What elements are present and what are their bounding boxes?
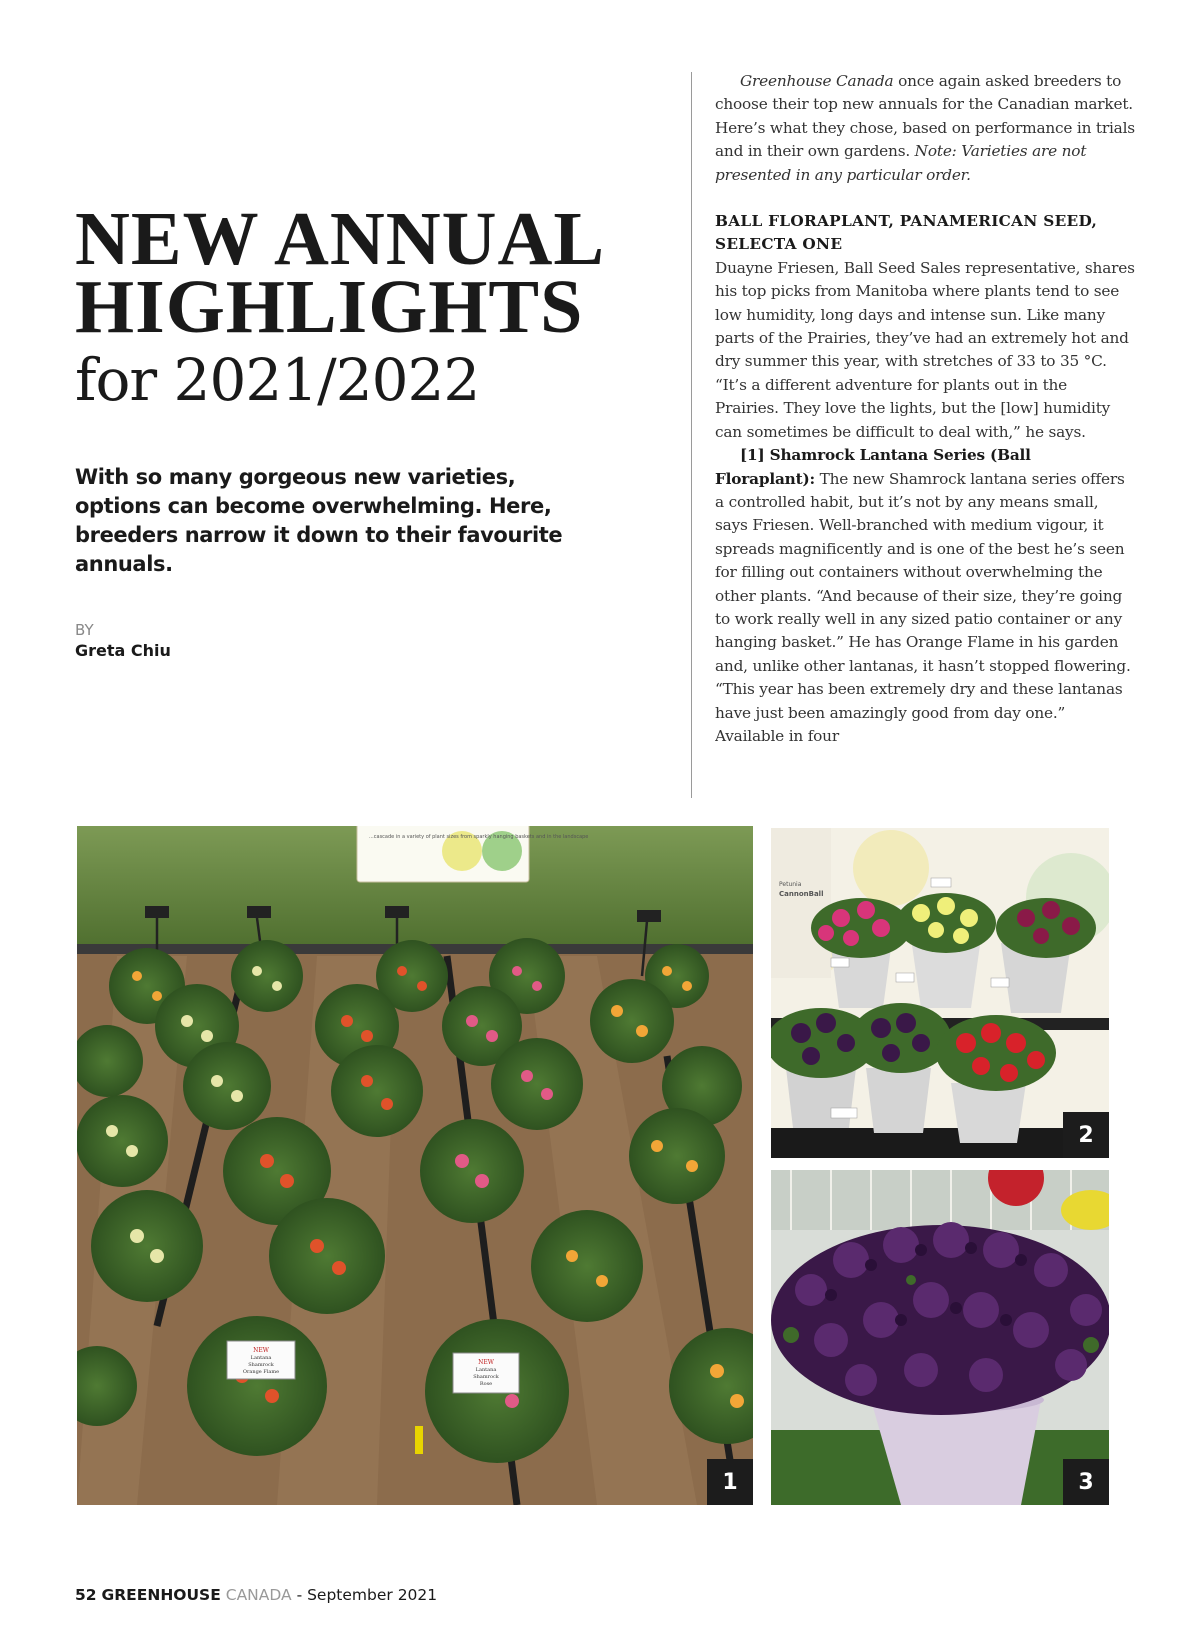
- byline-author: Greta Chiu: [75, 641, 171, 660]
- photo-number-3: 3: [1063, 1459, 1109, 1505]
- photo-purple-petunia: [771, 1170, 1109, 1505]
- svg-text:NEW: NEW: [478, 1359, 494, 1366]
- intro-text: once again asked breeders to choose their top new annuals for the Canadian market. Here’s what they chose, based on performance in trials and in their own gardens.: [715, 72, 1135, 161]
- column-divider: [691, 72, 692, 798]
- plant-label-orange-flame: [227, 1341, 295, 1379]
- intro-note: Note: Varieties are not presented in any particular order.: [715, 142, 1087, 184]
- title-line-2: HIGHLIGHTS: [75, 265, 584, 349]
- svg-text:Lantana: Lantana: [250, 1355, 272, 1361]
- item-1-text: The new Shamrock lantana series offers a controlled habit, but it’s not by any means small, says Friesen. Well-branched with medium vigour, it spreads magnificently and is one of the best he’s seen for filling out containers without overwhelming the other plants. “And because of their size, they’re going to work really well in any sized patio container or any hanging basket.” He has Orange Flame in his garden and, unlike other lantanas, it hasn’t stopped flowering. “This year has been extremely dry and these lantanas have just been amazingly good from day one.” Available in four: [715, 469, 1131, 745]
- page-number: 52: [75, 1586, 97, 1604]
- svg-text:Orange Flame: Orange Flame: [242, 1369, 280, 1375]
- intro-publication: Greenhouse Canada: [740, 72, 894, 90]
- svg-text:NEW: NEW: [253, 1347, 269, 1354]
- display-sign-line2: CannonBall: [779, 890, 824, 898]
- photo-petunia-display: [771, 828, 1109, 1158]
- issue-date: - September 2021: [296, 1586, 438, 1604]
- body-column: [715, 70, 1135, 826]
- item-1-paragraph: [715, 444, 1135, 748]
- purple-petunia-image: [771, 1170, 1109, 1505]
- lantana-trial-image: [77, 826, 753, 1505]
- item-1-heading: [1] Shamrock Lantana Series (Ball Floraplant):: [715, 446, 1031, 488]
- title-line-3: for 2021/2022: [75, 346, 480, 414]
- body-paragraph-1: Duayne Friesen, Ball Seed Sales representative, shares his top picks from Manitoba where plants tend to see low humidity, long days and intense sun. Like many parts of the Prairies, they’ve had an extremely hot and dry summer this year, with stretches of 33 to 35 °C. “It’s a different adventure for plants out in the Prairies. They love the lights, but the [low] humidity can sometimes be difficult to deal with,” he says.: [715, 258, 1135, 441]
- publication-region: CANADA: [225, 1586, 292, 1604]
- svg-text:Lantana: Lantana: [475, 1367, 497, 1373]
- display-sign-line1: Petunia: [779, 881, 802, 888]
- section-heading: BALL FLORAPLANT, PANAMERICAN SEED, SELECTA ONE: [715, 212, 1098, 254]
- photo-number-2: 2: [1063, 1112, 1109, 1158]
- article-title: [75, 197, 655, 419]
- intro-paragraph: [715, 70, 1135, 187]
- title-line-1: NEW ANNUAL: [75, 197, 606, 281]
- svg-text:Rose: Rose: [479, 1381, 493, 1387]
- page-footer: [75, 1586, 437, 1604]
- photo-lantana-trial: [77, 826, 753, 1505]
- trial-sign-text: ...cascade in a variety of plant sizes from sparkly hanging baskets and in the landscape: [369, 834, 589, 840]
- petunia-display-image: [771, 828, 1109, 1158]
- photo-number-1: 1: [707, 1459, 753, 1505]
- plant-label-rose: [453, 1353, 519, 1393]
- article-deck: With so many gorgeous new varieties, options can become overwhelming. Here, breeders narrow it down to their favourite annuals.: [75, 465, 563, 576]
- byline-label: BY: [75, 621, 94, 639]
- svg-text:Shamrock: Shamrock: [248, 1362, 274, 1368]
- publication-name: GREENHOUSE: [101, 1586, 221, 1604]
- svg-text:Shamrock: Shamrock: [473, 1374, 499, 1380]
